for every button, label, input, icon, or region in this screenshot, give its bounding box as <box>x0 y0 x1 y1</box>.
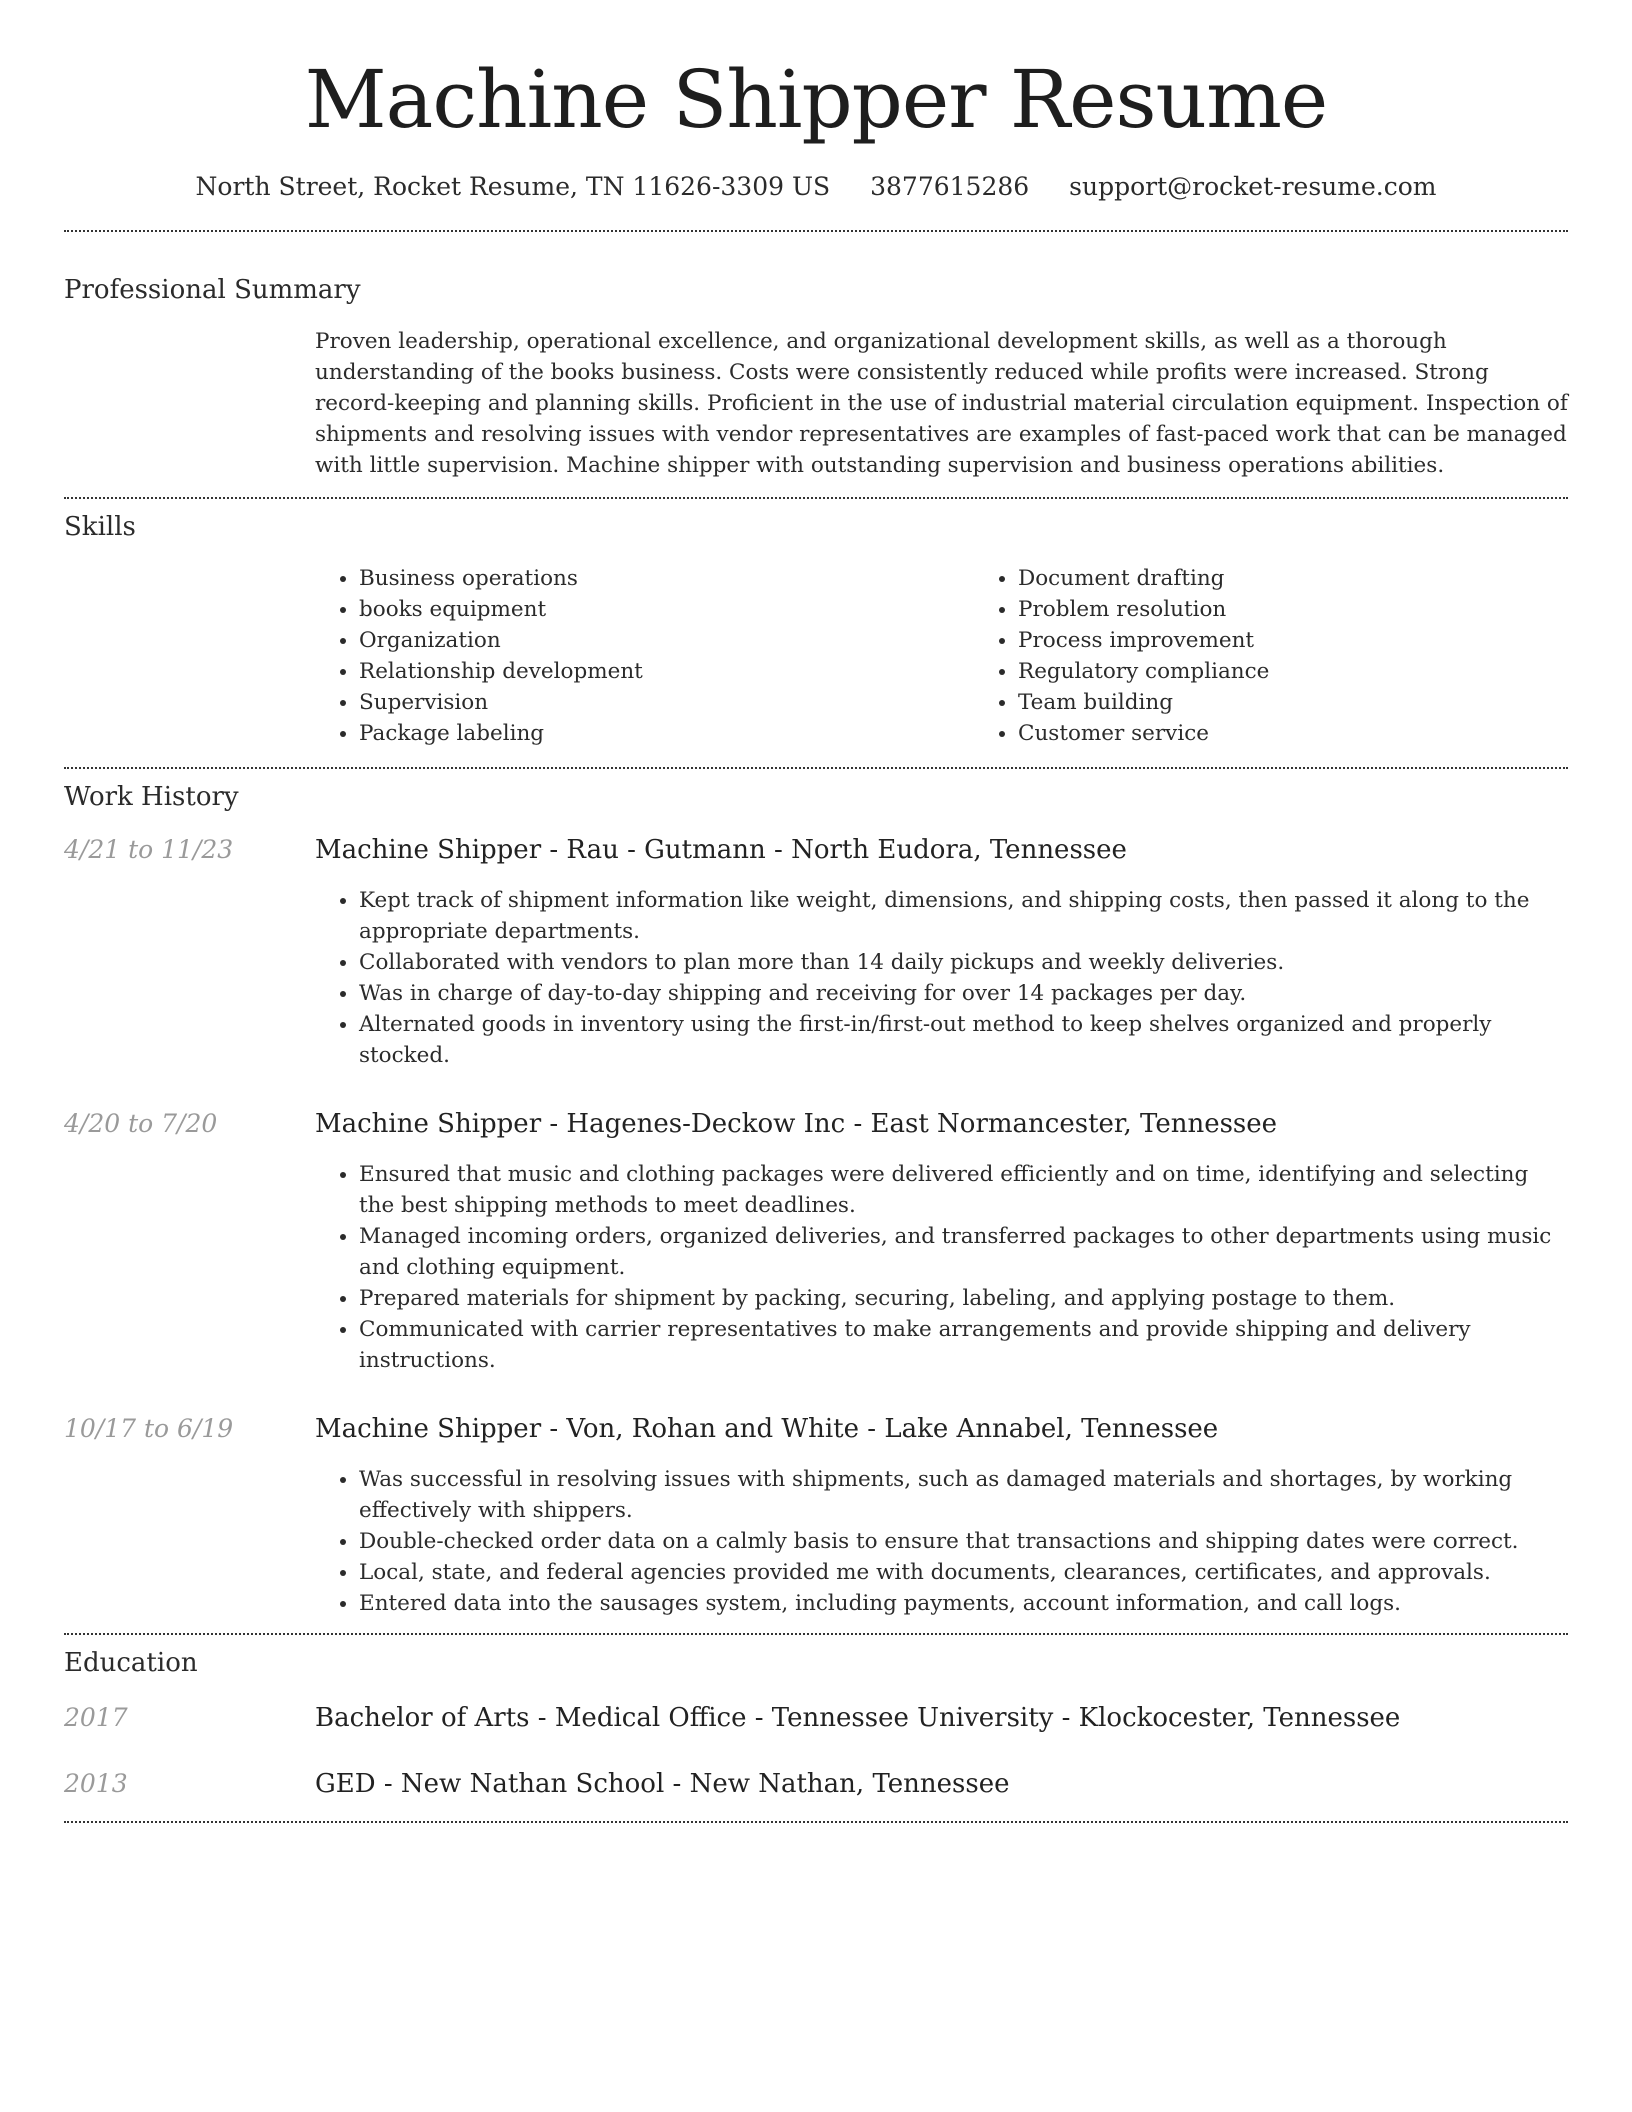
job-bullet: • Entered data into the sausages system, including payments, account information, and call logs. <box>359 1588 1568 1619</box>
skill-item: • Organization <box>359 625 974 656</box>
education-year: 2013 <box>64 1769 128 1798</box>
job-bullet: • Was in charge of day-to-day shipping and receiving for over 14 packages per day. <box>359 978 1568 1009</box>
divider <box>64 767 1568 769</box>
skill-item: • Business operations <box>359 563 974 594</box>
education-section <box>64 1647 1568 1801</box>
resume-page <box>64 0 1568 1823</box>
education-entry <box>64 1767 1568 1801</box>
job-title: Machine Shipper - Rau - Gutmann - North Eudora, Tennessee <box>315 835 1127 865</box>
job-bullet: • Collaborated with vendors to plan more than 14 daily pickups and weekly deliveries. <box>359 947 1568 978</box>
skills-section <box>64 511 1568 749</box>
education-degree: GED - New Nathan School - New Nathan, Tennessee <box>315 1769 1010 1799</box>
job-bullet: • Was successful in resolving issues with shipments, such as damaged materials and shortages, by working effectively with shippers. <box>359 1464 1568 1526</box>
skills-list-left <box>315 563 974 749</box>
divider <box>64 1821 1568 1823</box>
summary-text: Proven leadership, operational excellence, and organizational development skills, as well as a thorough understanding of the books business. Costs were consistently reduced while profits were increased. Strong record-keeping and planning skills. Proficient in the use of industrial material circulation equipment. Inspection of shipments and resolving issues with vendor representatives are examples of fast-paced work that can be managed with little supervision. Machine shipper with outstanding supervision and business operations abilities. <box>315 329 1568 478</box>
contact-line <box>64 170 1568 204</box>
divider <box>64 1633 1568 1635</box>
job-dates: 10/17 to 6/19 <box>64 1414 234 1443</box>
job-title: Machine Shipper - Von, Rohan and White - Lake Annabel, Tennessee <box>315 1414 1219 1444</box>
job-bullet: • Local, state, and federal agencies provided me with documents, clearances, certificates, and approvals. <box>359 1557 1568 1588</box>
skill-item: • Regulatory compliance <box>1018 656 1632 687</box>
job-dates: 4/20 to 7/20 <box>64 1109 218 1138</box>
skill-item: • Process improvement <box>1018 625 1632 656</box>
resume-title: Machine Shipper Resume <box>304 53 1328 146</box>
skill-item: • Document drafting <box>1018 563 1632 594</box>
work-history-section <box>64 781 1568 1619</box>
skill-item: • books equipment <box>359 594 974 625</box>
job-bullets <box>315 1464 1568 1619</box>
summary-section <box>64 274 1568 481</box>
skills-list-right <box>974 563 1632 749</box>
skill-item: • Package labeling <box>359 718 974 749</box>
job-entry <box>64 833 1568 1071</box>
skill-item: • Supervision <box>359 687 974 718</box>
job-entry <box>64 1412 1568 1619</box>
work-history-heading: Work History <box>64 782 239 812</box>
contact-phone: 3877615286 <box>870 172 1030 201</box>
job-bullet: • Ensured that music and clothing packages were delivered efficiently and on time, identifying and selecting the best shipping methods to meet deadlines. <box>359 1159 1568 1221</box>
job-bullets <box>315 1159 1568 1376</box>
job-bullet: • Communicated with carrier representatives to make arrangements and provide shipping and delivery instructions. <box>359 1314 1568 1376</box>
skill-item: • Problem resolution <box>1018 594 1632 625</box>
skills-heading: Skills <box>64 512 136 542</box>
skill-item: • Team building <box>1018 687 1632 718</box>
job-bullet: • Double-checked order data on a calmly basis to ensure that transactions and shipping dates were correct. <box>359 1526 1568 1557</box>
divider <box>64 497 1568 499</box>
education-year: 2017 <box>64 1703 128 1732</box>
job-dates: 4/21 to 11/23 <box>64 835 234 864</box>
divider <box>64 230 1568 232</box>
job-bullets <box>315 885 1568 1071</box>
job-title: Machine Shipper - Hagenes-Deckow Inc - East Normancester, Tennessee <box>315 1109 1278 1139</box>
job-entry <box>64 1107 1568 1376</box>
job-bullet: • Kept track of shipment information like weight, dimensions, and shipping costs, then passed it along to the appropriate departments. <box>359 885 1568 947</box>
contact-email: support@rocket-resume.com <box>1069 172 1437 201</box>
skill-item: • Customer service <box>1018 718 1632 749</box>
contact-address: North Street, Rocket Resume, TN 11626-3309 US <box>195 172 831 201</box>
education-entry <box>64 1701 1568 1735</box>
skill-item: • Relationship development <box>359 656 974 687</box>
job-bullet: • Prepared materials for shipment by packing, securing, labeling, and applying postage to them. <box>359 1283 1568 1314</box>
education-degree: Bachelor of Arts - Medical Office - Tennessee University - Klockocester, Tennessee <box>315 1703 1401 1733</box>
job-bullet: • Alternated goods in inventory using the first-in/first-out method to keep shelves organized and properly stocked. <box>359 1009 1568 1071</box>
education-heading: Education <box>64 1648 198 1678</box>
job-bullet: • Managed incoming orders, organized deliveries, and transferred packages to other departments using music and clothing equipment. <box>359 1221 1568 1283</box>
summary-heading: Professional Summary <box>64 275 361 305</box>
skills-columns <box>315 563 1568 749</box>
